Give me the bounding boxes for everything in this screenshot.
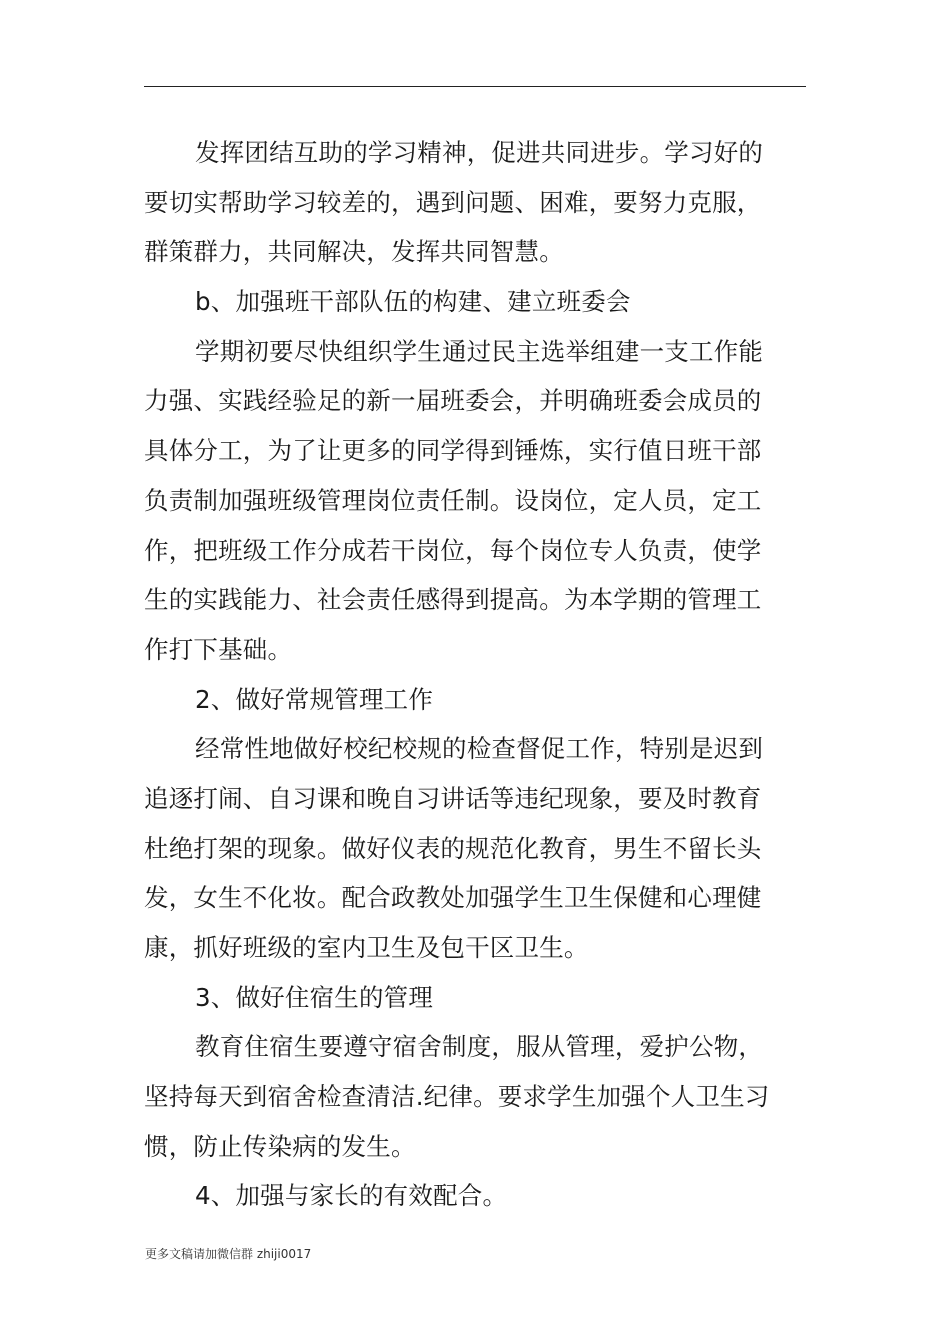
document-body (144, 128, 808, 1221)
text-line: 发，女生不化妆。配合政教处加强学生卫生保健和心理健 (144, 883, 762, 913)
text-line: 坚持每天到宿舍检查清洁.纪律。要求学生加强个人卫生习 (144, 1082, 770, 1112)
text-line: 经常性地做好校纪校规的检查督促工作，特别是迟到 (195, 734, 764, 764)
text-line: 具体分工，为了让更多的同学得到锤炼，实行值日班干部 (144, 436, 762, 466)
text-line: 4、加强与家长的有效配合。 (195, 1181, 508, 1211)
text-line: 惯，防止传染病的发生。 (144, 1131, 416, 1161)
text-line: 3、做好住宿生的管理 (195, 982, 434, 1012)
text-line: 教育住宿生要遵守宿舍制度，服从管理，爱护公物， (195, 1032, 764, 1062)
text-line: 作，把班级工作分成若干岗位，每个岗位专人负责，使学 (144, 535, 762, 565)
text-line: 追逐打闹、自习课和晚自习讲话等违纪现象，要及时教育 (144, 783, 762, 813)
text-line: 康，抓好班级的室内卫生及包干区卫生。 (144, 933, 589, 962)
text-line: 杜绝打架的现象。做好仪表的规范化教育，男生不留长头 (144, 833, 762, 863)
text-line: 要切实帮助学习较差的，遇到问题、困难，要努力克服， (144, 187, 762, 217)
text-line: b、加强班干部队伍的构建、建立班委会 (195, 287, 631, 317)
header-rule (144, 86, 806, 87)
text-line: 作打下基础。 (144, 634, 293, 664)
text-line: 发挥团结互助的学习精神，促进共同进步。学习好的 (195, 138, 764, 167)
text-line: 群策群力，共同解决，发挥共同智慧。 (144, 237, 564, 267)
text-line: 2、做好常规管理工作 (195, 684, 434, 714)
text-line: 生的实践能力、社会责任感得到提高。为本学期的管理工 (144, 585, 762, 615)
footer-note: 更多文稿请加微信群 zhiji0017 (145, 1247, 312, 1261)
text-line: 负责制加强班级管理岗位责任制。设岗位，定人员，定工 (144, 485, 762, 515)
text-line: 学期初要尽快组织学生通过民主选举组建一支工作能 (195, 336, 764, 366)
text-line: 力强、实践经验足的新一届班委会，并明确班委会成员的 (144, 386, 762, 416)
